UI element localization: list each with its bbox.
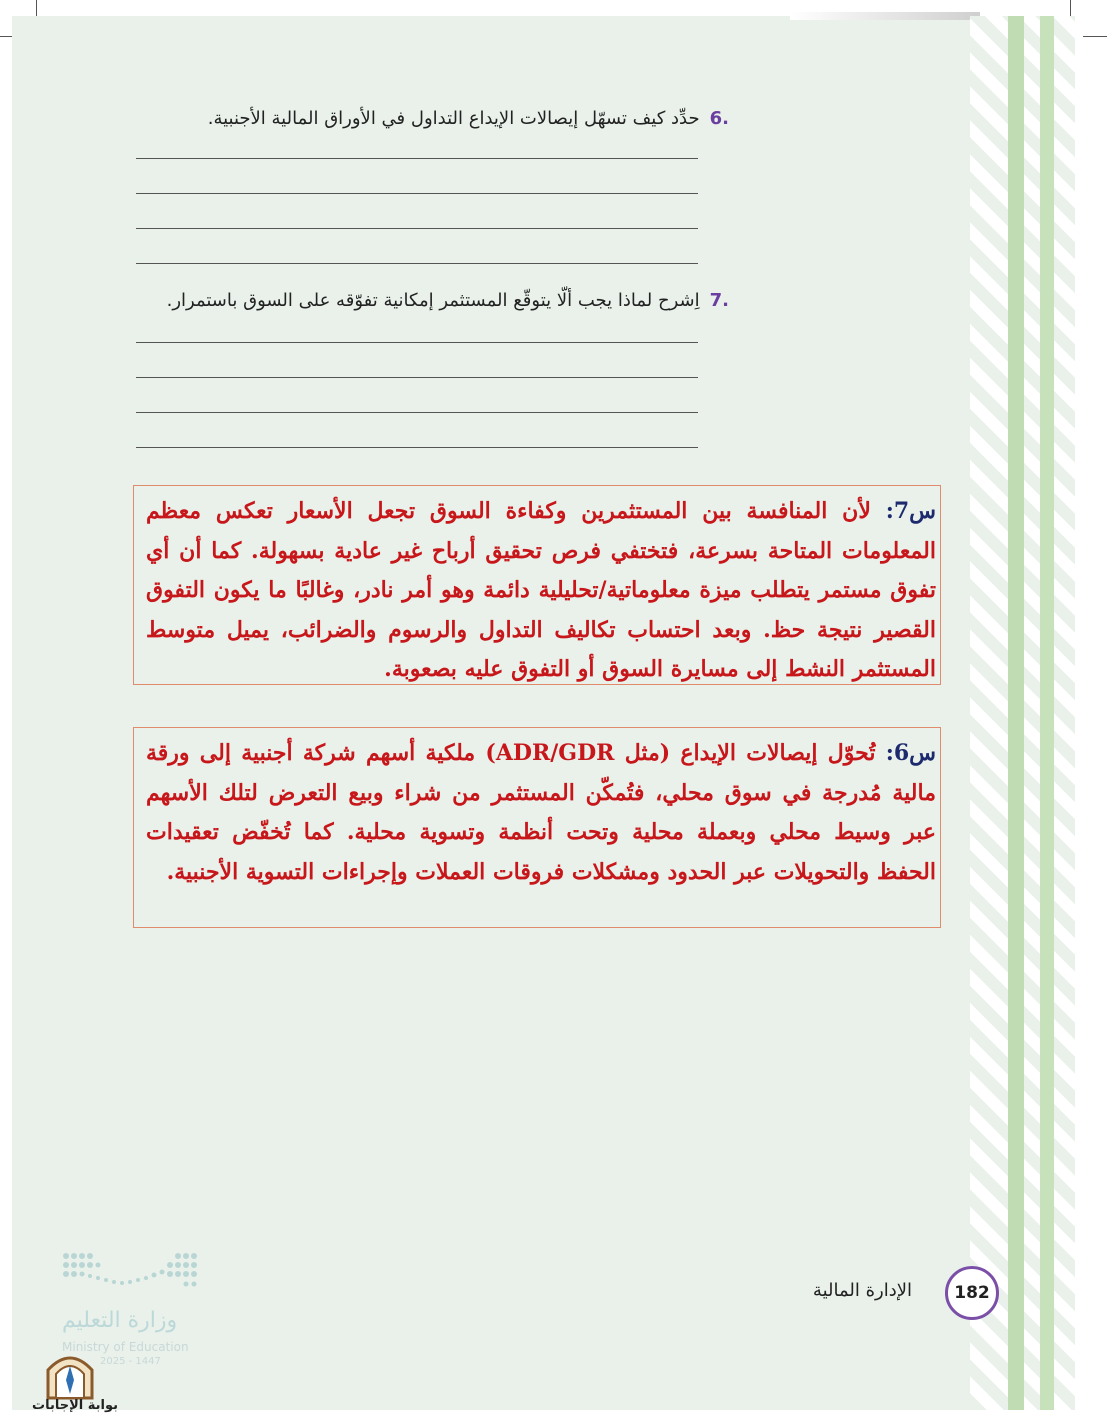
answer-box-6	[133, 727, 941, 928]
decorative-border	[970, 16, 1075, 1410]
answer-line[interactable]	[136, 193, 698, 194]
crop-mark	[1083, 36, 1107, 37]
question-6	[208, 108, 729, 129]
ministry-name-english: Ministry of Education	[62, 1340, 189, 1354]
answer-label: س7:	[885, 498, 936, 524]
answer-label: س6:	[885, 740, 936, 766]
page-shadow	[790, 12, 980, 20]
question-number: .6	[709, 108, 729, 129]
question-text: اِشرح لماذا يجب ألّا يتوقّع المستثمر إمكانية تفوّقه على السوق باستمرار.	[166, 290, 700, 311]
answer-line[interactable]	[136, 377, 698, 378]
answer-line[interactable]	[136, 447, 698, 448]
answer-line[interactable]	[136, 342, 698, 343]
answer-box-7	[133, 485, 941, 685]
question-number: .7	[709, 290, 729, 311]
gate-name: بوابة الإجابات	[32, 1398, 118, 1413]
ministry-logo-icon	[62, 1252, 198, 1292]
answer-line[interactable]	[136, 263, 698, 264]
answer-text: لأن المنافسة بين المستثمرين وكفاءة السوق تجعل الأسعار تعكس معظم المعلومات المتاحة بسرعة، فتختفي فرص تحقيق أرباح غير عادية بسهولة. كما أن أي تفوق مستمر يتطلب ميزة معلوماتية/تحليلية دائمة وهو أمر نادر، وغالبًا ما يكون التفوق القصير نتيجة حظ. وبعد احتساب تكاليف التداول والرسوم والضرائب، يميل متوسط المستثمر النشط إلى مسايرة السوق أو التفوق عليه بصعوبة.	[146, 498, 936, 682]
answer-text: تُحوّل إيصالات الإيداع (مثل ADR/GDR) ملكية أسهم شركة أجنبية إلى ورقة مالية مُدرجة في سوق محلي، فتُمكّن المستثمر من شراء وبيع التعرض لتلك الأسهم عبر وسيط محلي وبعملة محلية وتحت أنظمة وتسوية محلية. كما تُخفّض تعقيدات الحفظ والتحويلات عبر الحدود ومشكلات فروقات العملات وإجراءات التسوية الأجنبية.	[146, 740, 936, 885]
answer-line[interactable]	[136, 412, 698, 413]
page-number-badge	[945, 1266, 999, 1320]
page-background	[12, 16, 970, 1410]
footer-title: الإدارة المالية	[812, 1280, 912, 1301]
answer-line[interactable]	[136, 158, 698, 159]
answer-line[interactable]	[136, 228, 698, 229]
question-7	[167, 290, 729, 311]
ministry-name-arabic: وزارة التعليم	[62, 1308, 178, 1333]
ministry-year: 2025 - 1447	[100, 1356, 161, 1367]
page-number: 182	[954, 1283, 990, 1303]
question-text: حدِّد كيف تسهّل إيصالات الإيداع التداول في الأوراق المالية الأجنبية.	[207, 108, 700, 129]
gate-logo-icon	[40, 1350, 100, 1400]
